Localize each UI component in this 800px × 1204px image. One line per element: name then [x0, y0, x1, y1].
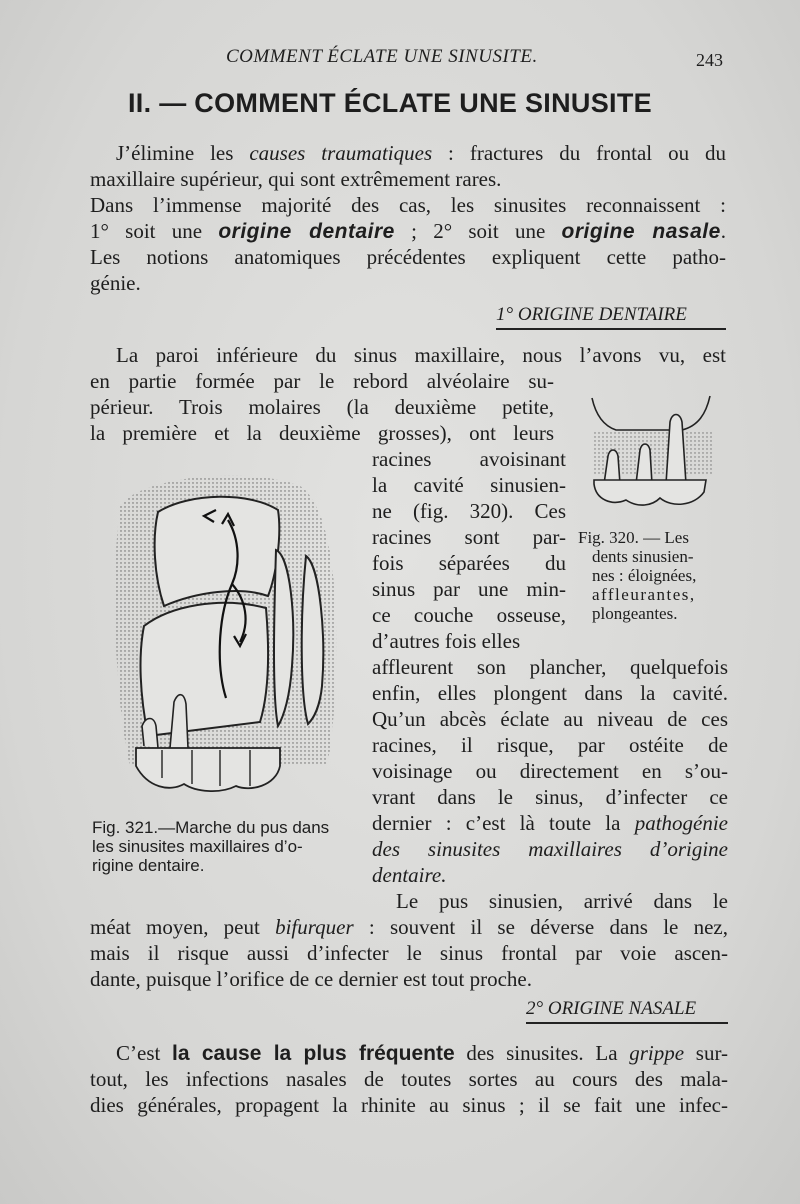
- fig-321-caption: [92, 818, 367, 875]
- dentaire-right-column: [372, 654, 728, 888]
- subheading-origine-dentaire: 1° ORIGINE DENTAIRE: [496, 304, 726, 330]
- intro-paragraph: [90, 140, 726, 296]
- text-line: affleurent son plancher, quelquefois: [372, 655, 728, 679]
- text-line: d’autres fois elles: [372, 629, 521, 653]
- dentaire-paragraph-narrow: [90, 368, 554, 446]
- caption-line: nes : éloignées,: [592, 566, 697, 585]
- text-line: sinus par une min-: [372, 577, 566, 601]
- text-line: dies générales, propagent la rhinite au sinus ; il se fait une infec-: [90, 1093, 728, 1117]
- section-title: II. — COMMENT ÉCLATE UNE SINUSITE: [128, 88, 652, 118]
- text-line: racines sont par-: [372, 525, 566, 549]
- text-line: la première et la deuxième grosses), ont leurs: [90, 421, 554, 445]
- text-line: mais il risque aussi d’infecter le sinus frontal par voie ascen-: [90, 941, 728, 965]
- subheading-origine-nasale: 2° ORIGINE NASALE: [526, 998, 728, 1024]
- dentaire-paragraph-bottom: [90, 888, 728, 992]
- text-line: dernier : c’est là toute la pathogénie: [372, 811, 728, 835]
- text-line: tout, les infections nasales de toutes sortes au cours des mala-: [90, 1067, 728, 1091]
- caption-line: Fig. 320. — Les: [578, 528, 689, 547]
- text-line: méat moyen, peut bifurquer : souvent il se déverse dans le nez,: [90, 915, 728, 939]
- running-head: COMMENT ÉCLATE UNE SINUSITE.: [226, 46, 538, 67]
- text-line: C’est la cause la plus fréquente des sinusites. La grippe sur-: [116, 1041, 729, 1065]
- caption-line: dents sinusien-: [592, 547, 694, 566]
- text-line: génie.: [90, 271, 141, 295]
- text-line: maxillaire supérieur, qui sont extrêmement rares.: [90, 167, 502, 191]
- text-line: fois séparées du: [372, 551, 566, 575]
- text-line: racines, il risque, par ostéite de: [372, 733, 728, 757]
- caption-line: rigine dentaire.: [92, 856, 205, 875]
- fig-320-caption: [578, 528, 728, 623]
- text-line: ne (fig. 320). Ces: [372, 499, 566, 523]
- text-line: en partie formée par le rebord alvéolaire su-: [90, 369, 554, 393]
- text-line: voisinage ou directement en s’ou-: [372, 759, 728, 783]
- text-line: La paroi inférieure du sinus maxillaire, nous l’avons vu, est: [116, 343, 726, 367]
- text-line: périeur. Trois molaires (la deuxième petite,: [90, 395, 554, 419]
- page-number: 243: [696, 50, 723, 70]
- text-line: des sinusites maxillaires d’origine: [372, 837, 728, 861]
- text-line: dante, puisque l’orifice de ce dernier est tout proche.: [90, 967, 532, 991]
- text-line: Dans l’immense majorité des cas, les sinusites reconnaissent :: [90, 193, 726, 217]
- fig-321-pus-path-illustration: [100, 466, 350, 811]
- caption-line: plongeantes.: [592, 604, 678, 623]
- fig-320-teeth-illustration: [586, 392, 716, 512]
- text-line: racines avoisinant: [372, 447, 566, 471]
- text-line: Qu’un abcès éclate au niveau de ces: [372, 707, 728, 731]
- text-line: J’élimine les causes traumatiques : fractures du frontal ou du: [116, 141, 726, 165]
- text-line: la cavité sinusien-: [372, 473, 566, 497]
- nasale-paragraph: [90, 1040, 728, 1118]
- text-line: Les notions anatomiques précédentes expliquent cette patho-: [90, 245, 726, 269]
- caption-line: les sinusites maxillaires d’o-: [92, 837, 303, 856]
- text-line: vrant dans le sinus, d’infecter ce: [372, 785, 728, 809]
- text-line: enfin, elles plongent dans la cavité.: [372, 681, 728, 705]
- caption-line: Fig. 321.—Marche du pus dans: [92, 818, 330, 837]
- text-line: 1° soit une origine dentaire ; 2° soit une origine nasale.: [90, 219, 727, 243]
- dentaire-paragraph-top: [116, 342, 726, 368]
- dentaire-middle-column: [372, 446, 566, 654]
- text-line: ce couche osseuse,: [372, 603, 566, 627]
- text-line: Le pus sinusien, arrivé dans le: [396, 889, 728, 913]
- text-line: dentaire.: [372, 863, 447, 887]
- caption-line: affleurantes,: [592, 585, 696, 604]
